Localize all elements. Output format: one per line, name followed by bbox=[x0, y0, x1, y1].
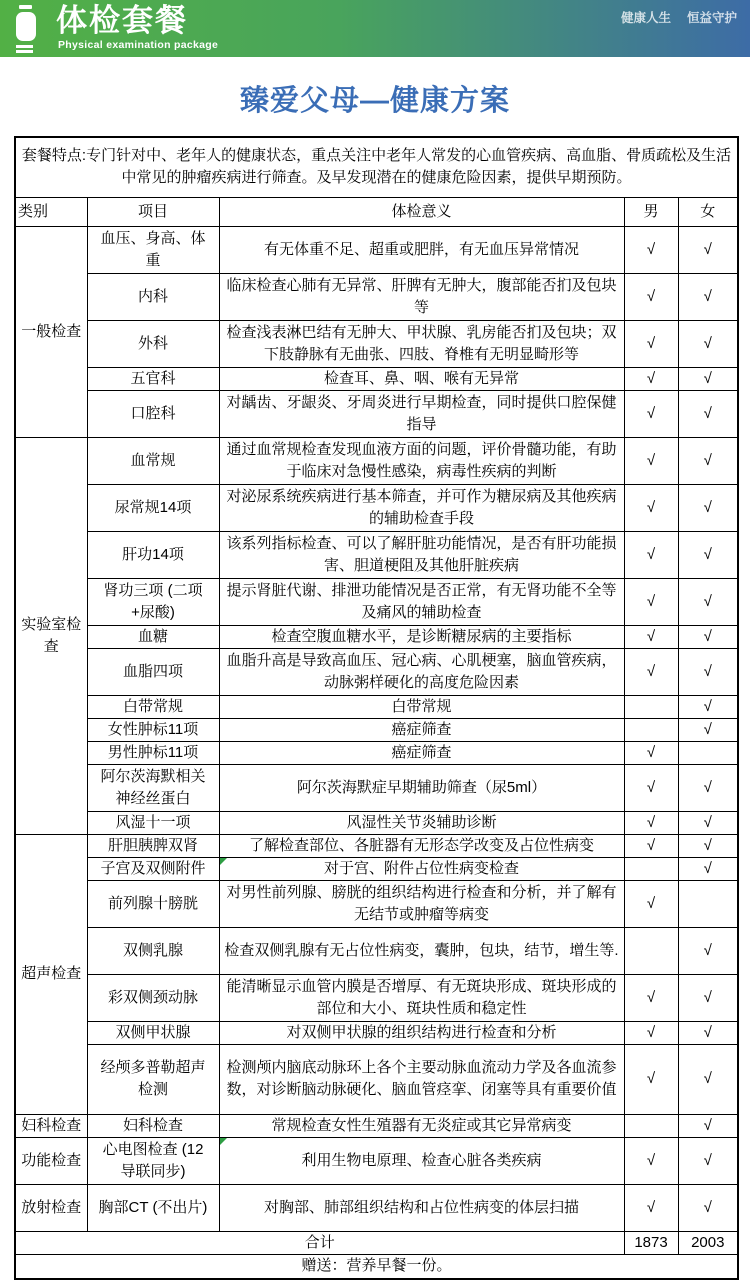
meaning-cell: 对泌尿系统疾病进行基本筛查，并可作为糖尿病及其他疾病的辅助检查手段 bbox=[219, 484, 624, 531]
tagline-right: 恒益守护 bbox=[686, 11, 737, 25]
column-header-item: 项目 bbox=[87, 197, 219, 226]
thermometer-logo-icon bbox=[16, 4, 38, 54]
exam-row bbox=[15, 927, 738, 974]
meaning-cell: 癌症筛查 bbox=[219, 718, 624, 741]
female-check-cell: √ bbox=[678, 1114, 738, 1137]
item-cell: 血脂四项 bbox=[87, 648, 219, 695]
comment-marker-icon bbox=[220, 858, 227, 865]
exam-row bbox=[15, 1044, 738, 1114]
meaning-cell: 通过血常规检查发现血液方面的问题，评价骨髓功能，有助于临床对急慢性感染，病毒性疾病的判断 bbox=[219, 437, 624, 484]
total-female-cell: 2003 bbox=[678, 1231, 738, 1254]
banner-tagline bbox=[605, 8, 737, 26]
male-check-cell: √ bbox=[624, 273, 678, 320]
female-check-cell: √ bbox=[678, 578, 738, 625]
meaning-cell: 对龋齿、牙龈炎、牙周炎进行早期检查，同时提供口腔保健指导 bbox=[219, 390, 624, 437]
female-check-cell: √ bbox=[678, 390, 738, 437]
meaning-cell bbox=[219, 857, 624, 880]
female-check-cell: √ bbox=[678, 1021, 738, 1044]
male-check-cell: √ bbox=[624, 226, 678, 273]
meaning-cell: 血脂升高是导致高血压、冠心病、心肌梗塞，脑血管疾病，动脉粥样硬化的高度危险因素 bbox=[219, 648, 624, 695]
male-check-cell bbox=[624, 857, 678, 880]
female-check-cell: √ bbox=[678, 1184, 738, 1231]
exam-row bbox=[15, 1021, 738, 1044]
female-check-cell bbox=[678, 880, 738, 927]
banner-subtitle: Physical examination package bbox=[58, 39, 219, 51]
page-title: 臻爱父母—健康方案 bbox=[239, 85, 510, 117]
exam-row bbox=[15, 226, 738, 273]
female-check-cell: √ bbox=[678, 625, 738, 648]
female-check-cell: √ bbox=[678, 320, 738, 367]
meaning-cell: 临床检查心肺有无异常、肝脾有无肿大，腹部能否扪及包块等 bbox=[219, 273, 624, 320]
female-check-cell: √ bbox=[678, 226, 738, 273]
category-cell: 实验室检查 bbox=[15, 437, 87, 834]
female-check-cell: √ bbox=[678, 857, 738, 880]
female-check-cell: √ bbox=[678, 367, 738, 390]
item-cell: 肝功14项 bbox=[87, 531, 219, 578]
category-cell: 超声检查 bbox=[15, 834, 87, 1114]
male-check-cell: √ bbox=[624, 484, 678, 531]
meaning-cell: 对男性前列腺、膀胱的组织结构进行检查和分析，并了解有无结节或肿瘤等病变 bbox=[219, 880, 624, 927]
column-header-row bbox=[15, 197, 738, 226]
app-header bbox=[0, 0, 750, 57]
meaning-cell: 检测颅内脑底动脉环上各个主要动脉血流动力学及各血流参数，对诊断脑动脉硬化、脑血管痉挛、闭塞等具有重要价值 bbox=[219, 1044, 624, 1114]
male-check-cell: √ bbox=[624, 811, 678, 834]
exam-row bbox=[15, 437, 738, 484]
female-check-cell: √ bbox=[678, 764, 738, 811]
male-check-cell: √ bbox=[624, 974, 678, 1021]
female-check-cell: √ bbox=[678, 811, 738, 834]
meaning-cell: 该系列指标检查、可以了解肝脏功能情况，是否有肝功能损害、胆道梗阻及其他肝脏疾病 bbox=[219, 531, 624, 578]
item-cell: 双侧甲状腺 bbox=[87, 1021, 219, 1044]
item-cell: 子宫及双侧附件 bbox=[87, 857, 219, 880]
meaning-cell: 阿尔茨海默症早期辅助筛查（尿5ml） bbox=[219, 764, 624, 811]
male-check-cell: √ bbox=[624, 1021, 678, 1044]
meaning-cell: 检查双侧乳腺有无占位性病变，囊肿，包块，结节，增生等. bbox=[219, 927, 624, 974]
meaning-cell: 对胸部、肺部组织结构和占位性病变的体层扫描 bbox=[219, 1184, 624, 1231]
male-check-cell: √ bbox=[624, 367, 678, 390]
male-check-cell: √ bbox=[624, 834, 678, 857]
item-cell: 尿常规14项 bbox=[87, 484, 219, 531]
meaning-cell: 癌症筛查 bbox=[219, 741, 624, 764]
item-cell: 白带常规 bbox=[87, 695, 219, 718]
exam-row bbox=[15, 764, 738, 811]
item-cell: 血常规 bbox=[87, 437, 219, 484]
meaning-cell: 检查浅表淋巴结有无肿大、甲状腺、乳房能否扪及包块；双下肢静脉有无曲张、四肢、脊椎有无明显畸形等 bbox=[219, 320, 624, 367]
exam-row bbox=[15, 578, 738, 625]
meaning-cell: 对双侧甲状腺的组织结构进行检查和分析 bbox=[219, 1021, 624, 1044]
item-cell: 心电图检查 (12导联同步) bbox=[87, 1137, 219, 1184]
female-check-cell: √ bbox=[678, 273, 738, 320]
meaning-cell: 检查耳、鼻、咽、喉有无异常 bbox=[219, 367, 624, 390]
male-check-cell bbox=[624, 927, 678, 974]
male-check-cell bbox=[624, 718, 678, 741]
exam-row bbox=[15, 880, 738, 927]
item-cell: 血糖 bbox=[87, 625, 219, 648]
male-check-cell: √ bbox=[624, 437, 678, 484]
exam-row bbox=[15, 320, 738, 367]
item-cell: 肝胆胰脾双肾 bbox=[87, 834, 219, 857]
item-cell: 经颅多普勒超声检测 bbox=[87, 1044, 219, 1114]
female-check-cell: √ bbox=[678, 695, 738, 718]
female-check-cell: √ bbox=[678, 718, 738, 741]
exam-row bbox=[15, 531, 738, 578]
exam-row bbox=[15, 974, 738, 1021]
female-check-cell: √ bbox=[678, 974, 738, 1021]
exam-row bbox=[15, 718, 738, 741]
male-check-cell bbox=[624, 1114, 678, 1137]
male-check-cell: √ bbox=[624, 1184, 678, 1231]
item-cell: 血压、身高、体重 bbox=[87, 226, 219, 273]
total-label-cell: 合计 bbox=[15, 1231, 624, 1254]
exam-row bbox=[15, 1137, 738, 1184]
female-check-cell: √ bbox=[678, 531, 738, 578]
meaning-cell: 白带常规 bbox=[219, 695, 624, 718]
meaning-text: 对于宫、附件占位性病变检查 bbox=[323, 859, 519, 877]
meaning-cell: 风湿性关节炎辅助诊断 bbox=[219, 811, 624, 834]
gift-row bbox=[15, 1254, 738, 1279]
item-cell: 胸部CT (不出片) bbox=[87, 1184, 219, 1231]
gift-note-cell: 赠送：营养早餐一份。 bbox=[15, 1254, 738, 1279]
meaning-text: 利用生物电原理、检查心脏各类疾病 bbox=[301, 1151, 542, 1169]
exam-row bbox=[15, 811, 738, 834]
item-cell: 男性肿标11项 bbox=[87, 741, 219, 764]
exam-row bbox=[15, 273, 738, 320]
item-cell: 内科 bbox=[87, 273, 219, 320]
exam-row bbox=[15, 625, 738, 648]
total-row bbox=[15, 1231, 738, 1254]
exam-row bbox=[15, 1114, 738, 1137]
male-check-cell: √ bbox=[624, 320, 678, 367]
exam-row bbox=[15, 367, 738, 390]
male-check-cell: √ bbox=[624, 741, 678, 764]
female-check-cell: √ bbox=[678, 834, 738, 857]
female-check-cell: √ bbox=[678, 1044, 738, 1114]
exam-row bbox=[15, 695, 738, 718]
package-features-text: 套餐特点:专门针对中、老年人的健康状态，重点关注中老年人常发的心血管疾病、高血脂、骨质疏松及生活中常见的肿瘤疾病进行筛查。及早发现潜在的健康危险因素，提供早期预防。 bbox=[15, 137, 738, 197]
exam-row bbox=[15, 834, 738, 857]
category-cell: 放射检查 bbox=[15, 1184, 87, 1231]
item-cell: 双侧乳腺 bbox=[87, 927, 219, 974]
male-check-cell: √ bbox=[624, 764, 678, 811]
banner-title: 体检套餐 bbox=[56, 3, 188, 38]
category-cell: 功能检查 bbox=[15, 1137, 87, 1184]
meaning-cell: 提示肾脏代谢、排泄功能情况是否正常，有无肾功能不全等及痛风的辅助检查 bbox=[219, 578, 624, 625]
category-cell: 妇科检查 bbox=[15, 1114, 87, 1137]
comment-marker-icon bbox=[220, 1138, 227, 1145]
male-check-cell: √ bbox=[624, 531, 678, 578]
male-check-cell: √ bbox=[624, 1044, 678, 1114]
male-check-cell: √ bbox=[624, 1137, 678, 1184]
column-header-category: 类别 bbox=[15, 197, 87, 226]
meaning-cell: 检查空腹血糖水平，是诊断糖尿病的主要指标 bbox=[219, 625, 624, 648]
total-male-cell: 1873 bbox=[624, 1231, 678, 1254]
meaning-cell bbox=[219, 1137, 624, 1184]
female-check-cell: √ bbox=[678, 484, 738, 531]
male-check-cell: √ bbox=[624, 625, 678, 648]
meaning-cell: 能清晰显示血管内膜是否增厚、有无斑块形成、斑块形成的部位和大小、斑块性质和稳定性 bbox=[219, 974, 624, 1021]
female-check-cell: √ bbox=[678, 437, 738, 484]
category-cell: 一般检查 bbox=[15, 226, 87, 437]
male-check-cell: √ bbox=[624, 880, 678, 927]
male-check-cell: √ bbox=[624, 578, 678, 625]
female-check-cell: √ bbox=[678, 1137, 738, 1184]
item-cell: 肾功三项 (二项+尿酸) bbox=[87, 578, 219, 625]
package-features-row bbox=[15, 137, 738, 197]
exam-row bbox=[15, 857, 738, 880]
female-check-cell: √ bbox=[678, 648, 738, 695]
item-cell: 阿尔茨海默相关神经丝蛋白 bbox=[87, 764, 219, 811]
item-cell: 风湿十一项 bbox=[87, 811, 219, 834]
female-check-cell bbox=[678, 741, 738, 764]
item-cell: 前列腺十膀胱 bbox=[87, 880, 219, 927]
item-cell: 五官科 bbox=[87, 367, 219, 390]
male-check-cell: √ bbox=[624, 390, 678, 437]
exam-row bbox=[15, 741, 738, 764]
column-header-male: 男 bbox=[624, 197, 678, 226]
item-cell: 女性肿标11项 bbox=[87, 718, 219, 741]
female-check-cell: √ bbox=[678, 927, 738, 974]
column-header-meaning: 体检意义 bbox=[219, 197, 624, 226]
meaning-cell: 有无体重不足、超重或肥胖，有无血压异常情况 bbox=[219, 226, 624, 273]
meaning-cell: 了解检查部位、各脏器有无形态学改变及占位性病变 bbox=[219, 834, 624, 857]
tagline-left: 健康人生 bbox=[620, 11, 671, 25]
column-header-female: 女 bbox=[678, 197, 738, 226]
item-cell: 妇科检查 bbox=[87, 1114, 219, 1137]
item-cell: 彩双侧颈动脉 bbox=[87, 974, 219, 1021]
package-table bbox=[14, 136, 739, 1280]
item-cell: 口腔科 bbox=[87, 390, 219, 437]
exam-row bbox=[15, 1184, 738, 1231]
exam-row bbox=[15, 648, 738, 695]
male-check-cell bbox=[624, 695, 678, 718]
meaning-cell: 常规检查女性生殖器有无炎症或其它异常病变 bbox=[219, 1114, 624, 1137]
package-table-wrapper bbox=[14, 136, 737, 1280]
item-cell: 外科 bbox=[87, 320, 219, 367]
exam-row bbox=[15, 390, 738, 437]
male-check-cell: √ bbox=[624, 648, 678, 695]
exam-row bbox=[15, 484, 738, 531]
